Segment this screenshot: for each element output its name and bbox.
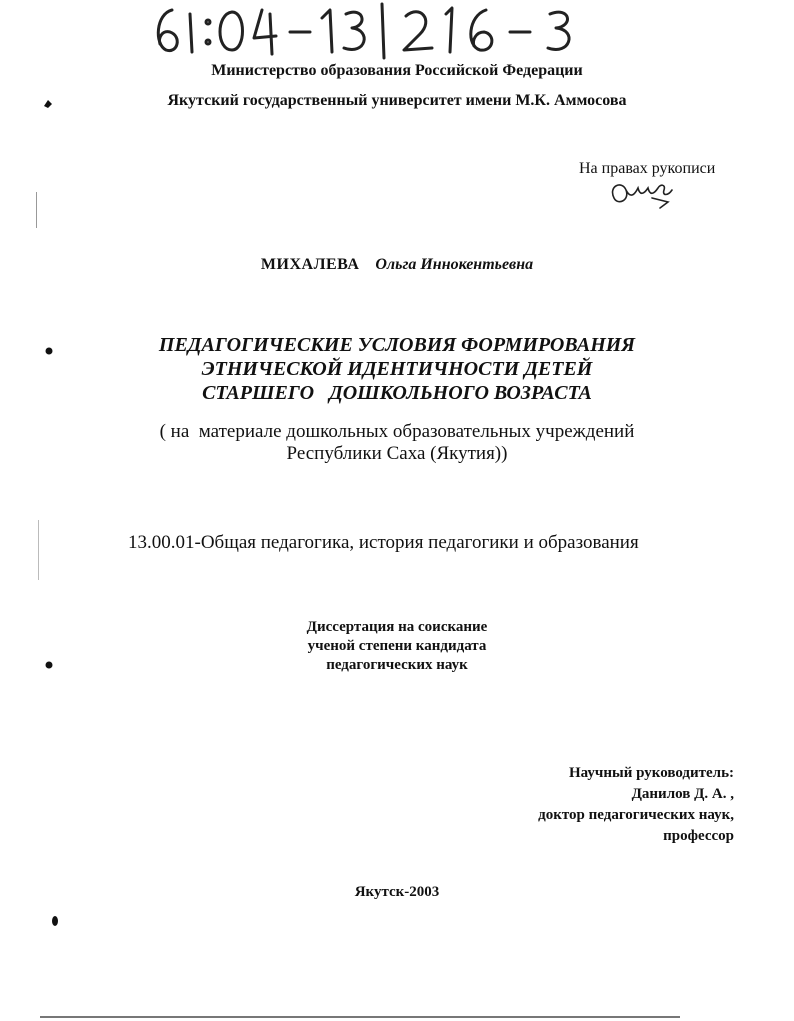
scan-artifact-line xyxy=(38,520,39,580)
dissertation-title xyxy=(0,333,794,405)
handwritten-archive-code xyxy=(150,0,610,60)
title-line: ЭТНИЧЕСКОЙ ИДЕНТИЧНОСТИ ДЕТЕЙ xyxy=(201,358,593,380)
supervisor-label: Научный руководитель: xyxy=(569,765,734,781)
subtitle-line: Республики Саха (Якутия)) xyxy=(286,443,508,464)
dissertation-subtitle xyxy=(0,421,794,465)
supervisor-degree: доктор педагогических наук, xyxy=(538,807,734,823)
supervisor-name: Данилов Д. А. , xyxy=(631,786,734,802)
scan-mark-icon xyxy=(42,98,54,110)
author-name xyxy=(0,256,794,274)
author-given-names: Ольга Иннокентьевна xyxy=(375,256,534,273)
scan-mark-icon xyxy=(44,660,54,670)
city-year: Якутск-2003 xyxy=(354,884,440,900)
author-surname: МИХАЛЕВА xyxy=(260,256,360,273)
title-line: ПЕДАГОГИЧЕСКИЕ УСЛОВИЯ ФОРМИРОВАНИЯ xyxy=(158,334,636,356)
ministry-heading: Министерство образования Российской Федерации xyxy=(211,62,583,79)
subtitle-line: ( на материале дошкольных образовательных учреждений xyxy=(159,421,635,442)
scan-artifact-line xyxy=(36,192,37,228)
scan-mark-icon xyxy=(50,914,60,928)
supervisor-block xyxy=(538,763,734,847)
specialty-code: 13.00.01-Общая педагогика, история педагогики и образования xyxy=(128,532,639,553)
handwritten-signature xyxy=(608,176,678,210)
scan-artifact-bottom-line xyxy=(40,1016,680,1018)
thesis-line: Диссертация на соискание xyxy=(306,619,488,635)
thesis-line: ученой степени кандидата xyxy=(307,638,487,654)
thesis-line: педагогических наук xyxy=(326,657,468,673)
rights-note: На правах рукописи xyxy=(579,160,716,177)
scan-mark-icon xyxy=(44,346,54,356)
university-heading: Якутский государственный университет имени М.К. Аммосова xyxy=(167,92,627,109)
supervisor-rank: профессор xyxy=(663,828,734,844)
title-line: СТАРШЕГО ДОШКОЛЬНОГО ВОЗРАСТА xyxy=(202,382,592,404)
thesis-statement xyxy=(0,618,794,675)
